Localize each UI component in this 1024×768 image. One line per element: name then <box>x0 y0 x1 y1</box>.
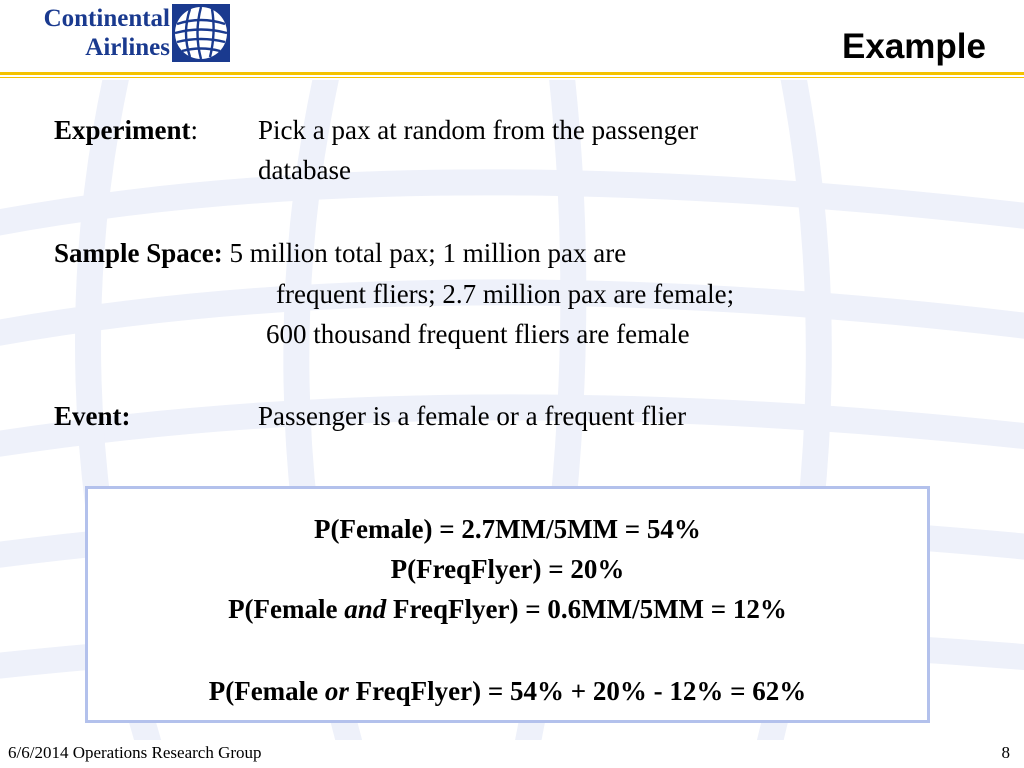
slide-title: Example <box>842 27 986 66</box>
logo-line-2: Airlines <box>85 34 170 61</box>
formula-and-keyword: and <box>344 594 387 624</box>
sample-space-label: Sample Space: <box>54 238 223 268</box>
header-rule-thin <box>0 77 1024 78</box>
sample-space-text-line2: frequent fliers; 2.7 million pax are female; <box>276 279 735 309</box>
experiment-text-line2: database <box>258 155 351 185</box>
formula-p-female-and-freqflyer <box>88 589 927 629</box>
experiment-label-row <box>54 110 198 150</box>
formula-or-prefix: P(Female <box>208 676 325 706</box>
experiment-colon: : <box>190 115 198 145</box>
sample-space-text-line1: 5 million total pax; 1 million pax are <box>229 238 627 268</box>
formula-or-suffix: FreqFlyer) = 54% + 20% - 12% = 62% <box>348 676 807 706</box>
company-logo <box>8 4 170 62</box>
formula-and-suffix: FreqFlyer) = 0.6MM/5MM = 12% <box>386 594 787 624</box>
sample-space-text-line3: 600 thousand frequent fliers are female <box>266 319 690 349</box>
sample-space-row <box>54 233 626 273</box>
formula-and-prefix: P(Female <box>228 594 345 624</box>
formula-p-female: P(Female) = 2.7MM/5MM = 54% <box>314 514 701 544</box>
logo-line-1: Continental <box>43 5 170 32</box>
header-rule <box>0 72 1024 75</box>
formula-p-freqflyer: P(FreqFlyer) = 20% <box>390 554 625 584</box>
footer-date-group: 6/6/2014 Operations Research Group <box>8 743 262 762</box>
globe-logo-icon <box>172 4 230 62</box>
experiment-text-line1: Pick a pax at random from the passenger <box>258 115 699 145</box>
event-label: Event: <box>54 401 131 431</box>
formula-p-female-or-freqflyer <box>88 671 927 711</box>
page-number: 8 <box>1001 743 1010 762</box>
formula-box <box>85 486 930 723</box>
experiment-label: Experiment <box>54 115 191 145</box>
formula-or-keyword: or <box>324 676 349 706</box>
event-text: Passenger is a female or a frequent flier <box>258 401 687 431</box>
